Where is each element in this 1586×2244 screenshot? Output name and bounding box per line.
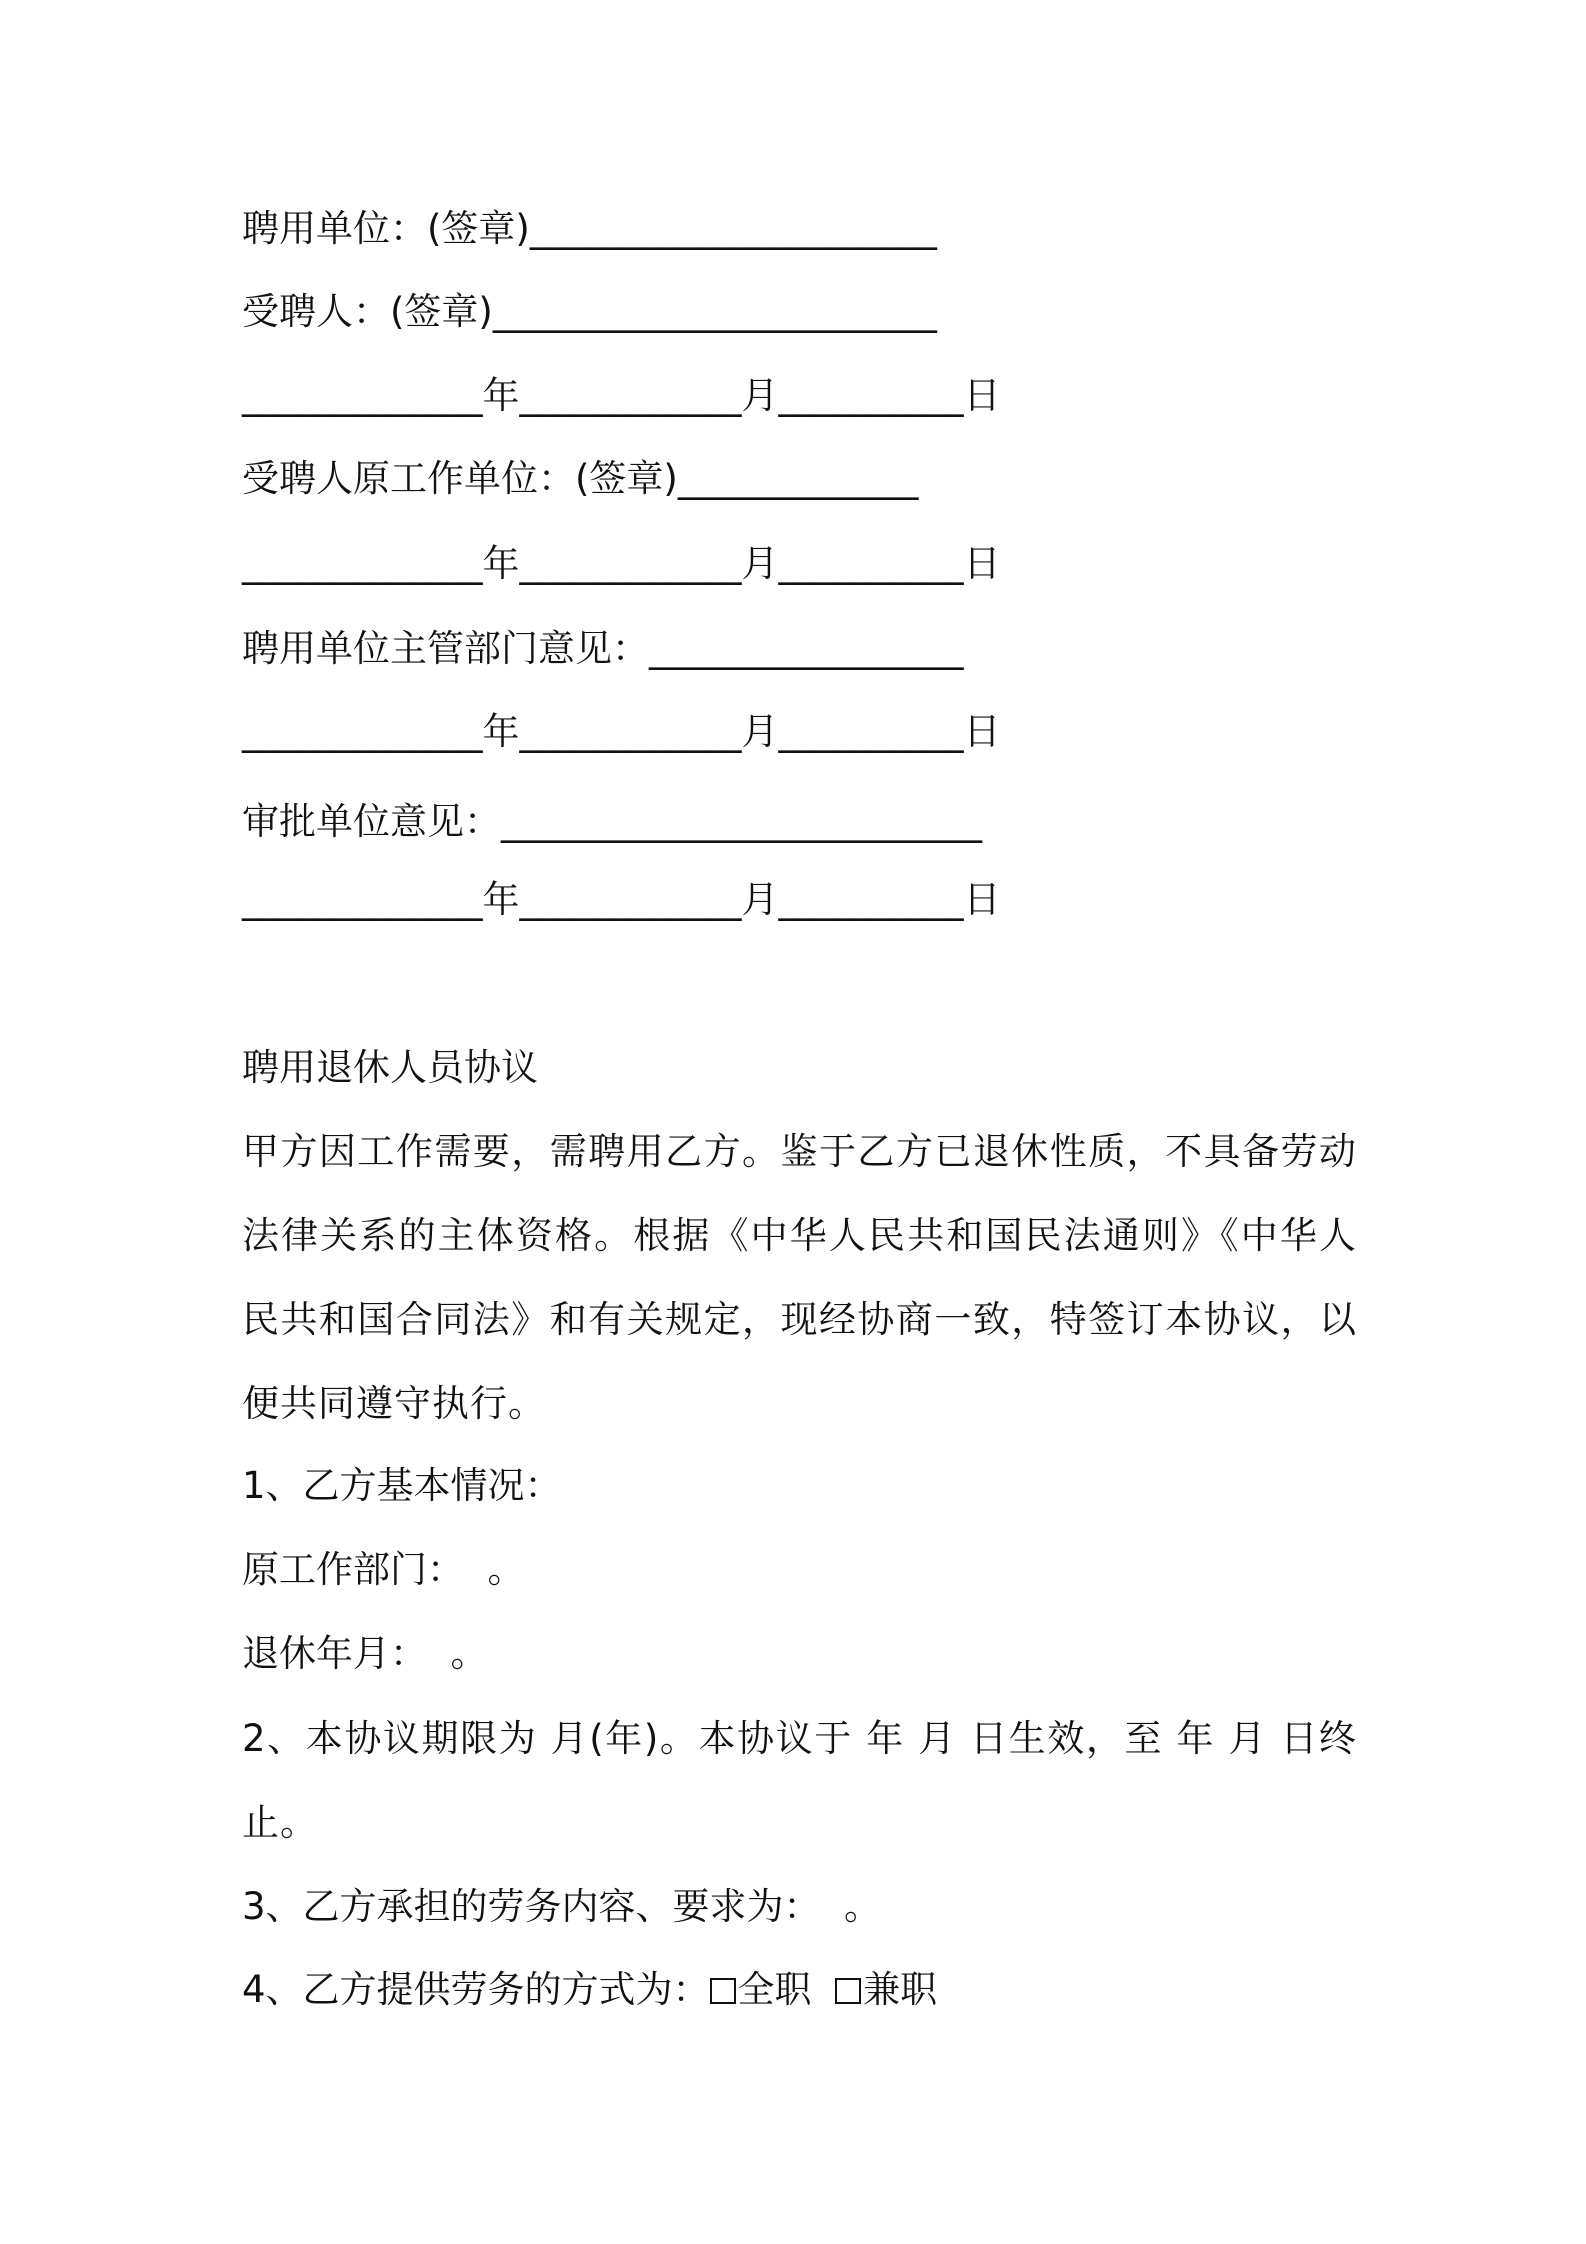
clause-1-heading: 1、乙方基本情况：	[242, 1464, 562, 1507]
full-time-checkbox[interactable]	[710, 1978, 736, 2004]
full-time-label: 全职	[737, 1968, 812, 2011]
clause-4-line	[242, 1966, 937, 2014]
agreement-intro-paragraph: 甲方因工作需要，需聘用乙方。鉴于乙方已退休性质，不具备劳动法律关系的主体资格。根据《中华人民共和国民法通则》《中华人民共和国合同法》和有关规定，现经协商一致，特签订本协议，以便共同遵守执行。	[242, 1130, 1357, 1425]
approval-opinion-line: 审批单位意见：__________________________	[242, 800, 982, 843]
retirement-date-field: 退休年月： 。	[242, 1632, 488, 1675]
department-opinion-line: 聘用单位主管部门意见：_________________	[242, 627, 964, 670]
part-time-checkbox[interactable]	[835, 1978, 861, 2004]
employer-signature-line: 聘用单位：(签章)______________________	[242, 207, 937, 250]
clause-2-paragraph: 2、本协议期限为 月(年)。本协议于 年 月 日生效，至 年 月 日终止。	[242, 1717, 1357, 1844]
clause-4-label: 4、乙方提供劳务的方式为：	[242, 1968, 710, 2011]
employee-signature-line: 受聘人：(签章)________________________	[242, 290, 937, 333]
agreement-title: 聘用退休人员协议	[242, 1046, 538, 1089]
date-line: _____________年____________月__________日	[242, 542, 1001, 585]
clause-3-line: 3、乙方承担的劳务内容、要求为： 。	[242, 1885, 882, 1928]
original-unit-signature-line: 受聘人原工作单位：(签章)_____________	[242, 457, 919, 500]
part-time-label: 兼职	[863, 1968, 938, 2011]
original-department-field: 原工作部门： 。	[242, 1548, 525, 1591]
date-line: _____________年____________月__________日	[242, 710, 1001, 753]
date-line: _____________年____________月__________日	[242, 374, 1001, 417]
date-line: _____________年____________月__________日	[242, 878, 1001, 921]
